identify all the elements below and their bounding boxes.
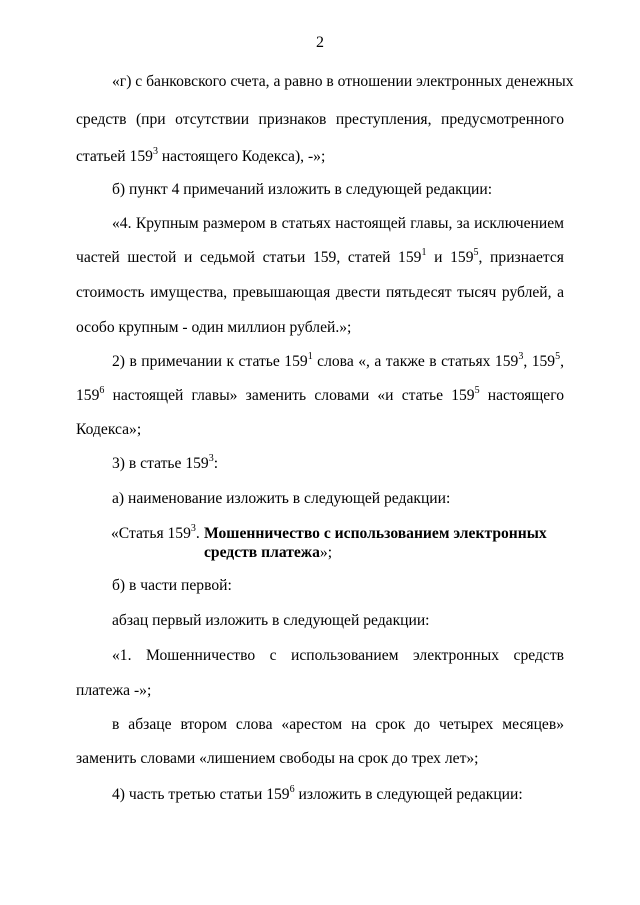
paragraph-line: Кодекса»; — [76, 421, 142, 438]
text-fragment: «Статья 159 — [111, 525, 191, 542]
paragraph-line: «г) с банковского счета, а равно в отношении электронных денежных — [112, 73, 574, 90]
superscript: 5 — [473, 246, 479, 258]
superscript: 1 — [307, 350, 313, 362]
paragraph-line — [76, 147, 325, 167]
paragraph-line: особо крупным - один миллион рублей.»; — [76, 319, 352, 336]
text-fragment: частей шестой и седьмой статьи 159, статей 159 — [76, 249, 422, 266]
superscript: 3 — [208, 452, 214, 464]
superscript: 6 — [99, 384, 105, 396]
paragraph-line — [112, 352, 564, 372]
paragraph-line: б) пункт 4 примечаний изложить в следующей редакции: — [112, 181, 493, 198]
superscript: 5 — [474, 384, 480, 396]
paragraph-line: стоимость имущества, превышающая двести пятьдесят тысяч рублей, а — [76, 284, 564, 301]
article-heading-title-continued — [204, 543, 332, 563]
paragraph-line: абзац первый изложить в следующей редакции: — [112, 612, 430, 629]
paragraph-line — [112, 785, 523, 805]
paragraph-line: «4. Крупным размером в статьях настоящей главы, за исключением — [112, 215, 564, 232]
text-fragment: . — [195, 525, 200, 542]
paragraph-line: а) наименование изложить в следующей редакции: — [112, 490, 451, 507]
superscript: 3 — [190, 522, 196, 534]
text-fragment: 159 — [76, 387, 100, 404]
paragraph-line: «1. Мошенничество с использованием электронных средств — [112, 647, 564, 664]
paragraph-line — [76, 248, 564, 268]
text-fragment: , 159 — [523, 353, 556, 370]
text-fragment: средств платежа — [204, 544, 320, 561]
article-heading-title: Мошенничество с использованием электронных — [204, 525, 547, 542]
text-fragment: 2) в примечании к статье 159 — [112, 353, 308, 370]
superscript: 3 — [152, 145, 158, 157]
text-fragment: настоящего Кодекса), -»; — [157, 148, 326, 165]
paragraph-line: платежа -»; — [76, 682, 152, 699]
superscript: 3 — [518, 350, 524, 362]
paragraph-line — [76, 386, 564, 406]
text-fragment: »; — [319, 544, 333, 561]
paragraph-line: б) в части первой: — [112, 577, 232, 594]
text-fragment: и 159 — [426, 249, 474, 266]
superscript: 5 — [555, 350, 561, 362]
text-fragment: настоящего — [479, 387, 564, 404]
text-fragment: статьей 159 — [76, 148, 153, 165]
text-fragment: настоящей главы» заменить словами «и статье 159 — [104, 387, 475, 404]
article-heading-label — [111, 524, 200, 544]
paragraph-line: заменить словами «лишением свободы на срок до трех лет»; — [76, 750, 479, 767]
text-fragment: 3) в статье 159 — [112, 455, 209, 472]
paragraph-line: в абзаце втором слова «арестом на срок до четырех месяцев» — [112, 716, 564, 733]
text-fragment: : — [213, 455, 219, 472]
superscript: 6 — [289, 783, 295, 795]
text-fragment: 4) часть третью статьи 159 — [112, 786, 290, 803]
text-fragment: изложить в следующей редакции: — [294, 786, 523, 803]
text-fragment: , — [560, 353, 564, 370]
page-number: 2 — [316, 34, 324, 51]
paragraph-line — [112, 454, 218, 474]
text-fragment: , признается — [478, 249, 564, 266]
superscript: 1 — [421, 246, 427, 258]
text-fragment: слова «, а также в статьях 159 — [312, 353, 519, 370]
paragraph-line: средств (при отсутствии признаков преступления, предусмотренного — [76, 111, 564, 128]
